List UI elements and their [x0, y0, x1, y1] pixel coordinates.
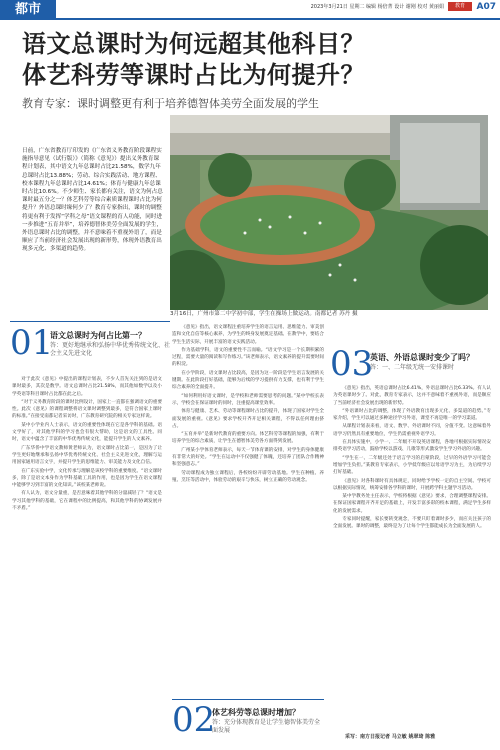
paragraph: “外语课时占比的调整，体现了外语教育出现多元化、多渠道的趋势。”专家介绍，学生可以通过多种途径学习外语，课堂不再是唯一的学习渠道。 [333, 408, 491, 422]
section-answer: 答：更好地继承和弘扬中华优秀传统文化、社会主义先进文化 [50, 342, 171, 357]
paragraph: 作为基础学科，语文的重要性不言而喻。“语文学习是一个长期积累的过程，需要大量的阅读和写作练习。”该老师表示，语文素养的提升需要时间的积淀。 [172, 347, 324, 368]
section-02-block [172, 700, 324, 745]
section-label: 都市 [0, 0, 56, 20]
section-title: 英语、外语总课时变少了吗？ [370, 353, 474, 362]
text-column-1 [12, 376, 162, 738]
paragraph: 专家同时提醒，家长要转变观念，不要只盯着课时多少，而应关注孩子的全面发展。课时的调整，最终是为了让每个学生都能成长为全面发展的人。 [333, 517, 491, 530]
paragraph: 《意见》指出，语文课程注重培养学生的语言运用、思维能力、审美创造和文化自信等核心素养，为学生的终身发展奠定基础。在教学中，要结合学生生活实际，开展丰富的语文实践活动。 [172, 325, 324, 345]
paragraph: 《意见》对各科课时有具体规定，同时给予学校一定的自主空间。学校可以根据实际情况，统筹安排各学科的课时，开展跨学科主题学习活动。 [333, 478, 491, 491]
headline [22, 29, 482, 91]
section-answer: 答：一、二年级无统一安排课时 [370, 364, 455, 371]
paragraph: 《意见》指出，英语总课时占比6.41%，外语总课时占比6.33%。有人认为英语课时少了。对此，教育专家表示，这并不意味着不重视外语，而是顺应了当前经济社会发展出现的新形势。 [333, 386, 491, 406]
headline-line1: 语文总课时为何远超其他科目？ [22, 30, 365, 58]
photo-caption: 3月16日，广州市第二中学初中部，学生在操场上做运动。南都记者 苏丹 摄 [170, 311, 358, 317]
paragraph: 劳动课程成为独立课程后，各校纷纷开辟劳动基地。学生在种植、养殖、烹饪等活动中，体验劳动的艰辛与快乐，树立正确的劳动观念。 [172, 470, 324, 483]
topic-tag: 教育 [448, 2, 472, 11]
text-column-2 [172, 324, 324, 694]
campus-photo-illustration [170, 115, 488, 310]
page-header [0, 0, 500, 20]
paragraph: 在小学阶段，语文课时占比较高，是因为这一阶段是学生语言发展的关键期。在此阶段打好基础，能够为后续的学习提供有力支撑，也有利于学生综合素养的全面提升。 [172, 370, 324, 391]
paragraph: 从课程计划表来看，语文、数学、外语课时不同，分值不变。这意味着外语学习仍然具有重要地位，学生仍需重视外语学习。 [333, 424, 491, 437]
byline: 采写：南方日报记者 马立敏 姚翠琦 陈雅 [345, 734, 436, 740]
header-rule [56, 18, 500, 20]
lead-paragraph: 日前，广东省教育厅印发的《广东省义务教育阶段课程实施指导意见（试行版）》（简称《意见》）提出义务教育课程计划表，其中语文九年总课时占比21.58%，数学九年总课时占比13.88%；劳动、综合实践活动、地方课程、校本课程九年总课时占比14.61%；体育与健康九年总课时占比10.6%。不少师生、家长都有关注，语文为何占总课时最五分之一？体艺科劳等综合素质课程课时占比为何提升？外语总课时缘何少了？教育专家指出，课时的调整将更有利于发挥“学科之母”语文课程的育人功能，同时进一步推进“五育并举”，培养德智体美劳全面发展的学生，外语总课时占比的调整，并不意味着不重视外语了，而是顺应了当前经济社会发展出现的新形势，体现外语教育出现多元化、多渠道的趋势。 [22, 148, 163, 253]
paragraph: 广东华侨中学语文教师黄老师认为，语文课时占比第一，是因为了让学生更好地继承和弘扬中华优秀传统文化、社会主义先进文化，理解与运用国家通用语言文字，并提升学生的思维能力、审美能力及文化自信。 [12, 445, 162, 466]
section-title: 语文总课时为何占比第一？ [50, 331, 146, 340]
text-column-3 [333, 385, 491, 730]
news-photo [170, 115, 488, 310]
paragraph: “学生在一、二年级还处于语言学习的启蒙阶段，过早的外语学习可能会增加学生负担。”某教育专家表示，小学低年级应以母语学习为主，为后续学习打好基础。 [333, 455, 491, 476]
paragraph: 某中小学业内人士表示，语文的重要性体现在它是各学科的基础。语文学好了，对其他学科的学习也会有很大帮助，这是语文的工具性。同时，语文中蕴含了丰富的中华优秀传统文化，能提升学生的人文素养。 [12, 422, 162, 443]
edition-meta: 2023年3月21日 星期二 编辑 杨倍菁 设计 谢刚 校对 黄丽娟 [310, 4, 444, 10]
section-number: 02 [172, 700, 216, 740]
section-title: 体艺科劳等总课时增加？ [212, 708, 300, 717]
section-03-block [330, 344, 495, 384]
section-01-block [10, 323, 171, 368]
paragraph: “如何利用好语文课时，是学校和老师需要思考的问题。”某中学校长表示，学校会在保证课时的同时，注重提高课堂效率。 [172, 393, 324, 406]
paragraph: 在广东实验中学，文化传承与理解是该校学科的重要维度。“语文课时多，除了是语文本身作为学科基础工具的作用，也是因为学生在语文课程中能够学习到丰富的文化知识。”该校某老师说。 [12, 468, 162, 489]
section-rule [10, 321, 170, 322]
paragraph: 在具体实施中，小学一、二年级不开设英语课程，各地可根据实际情况安排英语学习活动，鼓励学校以游戏、儿歌等形式激发学生学习外语的兴趣。 [333, 440, 491, 453]
section-number: 01 [10, 323, 54, 363]
page-number: A07 [476, 2, 496, 12]
paragraph: “五育并举”是新时代教育的重要方向。体艺科劳等课程的加强，有利于培养学生的综合素质，让学生在德智体美劳各方面得到发展。 [172, 432, 324, 445]
paragraph: 体育与健康、艺术、劳动等课程课时占比的提升，体现了国家对学生全面发展的重视。《意见》要求学校开齐开足相关课程，不得以任何理由挤占。 [172, 409, 324, 429]
paragraph: 广州某小学体育老师表示，每天一节体育课的安排，对学生的身体健康有非常大的好处。“学生在运动中不仅强健了体魄，还培养了团队合作精神和坚强意志。” [172, 447, 324, 468]
paragraph: “对于义务教育阶段的课时比例设计，国家上一直都在强调语文的重要性。此次《意见》的课程调整将语文课时调整到最多，是符合国家上课时的标准。”在接受南都记者采访时，广东教育研究院的相关专家这样说。 [12, 399, 162, 420]
section-number: 03 [330, 344, 374, 384]
section-answer: 答：充分体现教育是让学生德智体美劳全面发展 [212, 719, 321, 734]
paragraph: 某中学教务处主任表示，学校将根据《意见》要求，合理调整课程安排。在保证国家课程开齐开足的基础上，开发丰富多彩的校本课程，满足学生多样化的发展需求。 [333, 494, 491, 514]
subtitle: 教育专家：课时调整更有利于培养德智体美劳全面发展的学生 [22, 97, 319, 110]
paragraph: 对于此次《意见》中提出的课程计划表，不少人首先关注到的是语文课时最多，其次是数学。语文总课时占比21.58%，而其他如数学以及小学英语等科目课时占比都在此之后。 [12, 377, 162, 397]
headline-line2: 体艺科劳等课时占比为何提升？ [22, 61, 365, 89]
paragraph: 有人认为，语文分量重，是否意味着其他学科的分量减轻了？“语文是学习其他学科的基础，它在课程中的比例提高，和其他学科的协调发展并不矛盾。” [12, 491, 162, 512]
